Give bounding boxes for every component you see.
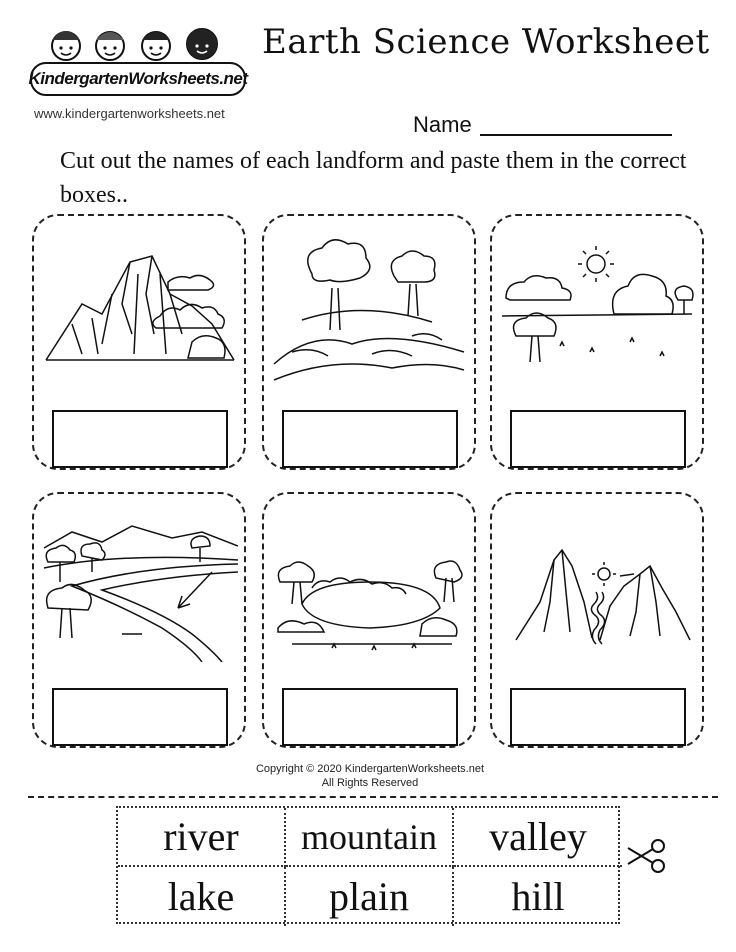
- site-logo: [30, 18, 250, 98]
- plain-scene: [500, 234, 696, 384]
- answer-box[interactable]: [282, 688, 458, 746]
- word-cutout-mountain[interactable]: mountain: [286, 808, 454, 867]
- copyright: [220, 762, 520, 790]
- name-label: Name: [413, 112, 472, 137]
- answer-box[interactable]: [52, 410, 228, 468]
- word-cutout-lake[interactable]: lake: [118, 867, 286, 926]
- word-cutout-river[interactable]: river: [118, 808, 286, 867]
- children-faces-icon: [44, 18, 234, 68]
- page-title: Earth Science Worksheet: [262, 22, 710, 62]
- river-scene: [42, 512, 238, 662]
- word-cutout-valley[interactable]: valley: [454, 808, 622, 867]
- copyright-text: Copyright © 2020 KindergartenWorksheets.net: [255, 763, 485, 775]
- answer-box[interactable]: [510, 688, 686, 746]
- hill-scene: [272, 234, 468, 384]
- answer-box[interactable]: [282, 410, 458, 468]
- card-lake: [262, 492, 476, 748]
- name-field[interactable]: [480, 134, 672, 136]
- cut-line: [28, 796, 718, 798]
- valley-scene: [500, 512, 696, 662]
- site-url: www.kindergartenworksheets.net: [34, 106, 225, 121]
- mountain-scene: [42, 234, 238, 384]
- card-mountain: [32, 214, 246, 470]
- card-hill: [262, 214, 476, 470]
- word-cutout-plain[interactable]: plain: [286, 867, 454, 926]
- card-river: [32, 492, 246, 748]
- logo-badge: KindergartenWorksheets.net: [30, 62, 246, 96]
- lake-scene: [272, 512, 468, 662]
- card-valley: [490, 492, 704, 748]
- word-cutout-table: [116, 806, 620, 924]
- answer-box[interactable]: [52, 688, 228, 746]
- word-cutout-hill[interactable]: hill: [511, 874, 565, 919]
- rights-text: All Rights Reserved: [321, 777, 419, 789]
- answer-box[interactable]: [510, 410, 686, 468]
- card-plain: [490, 214, 704, 470]
- instructions: Cut out the names of each landform and paste them in the correct boxes..: [60, 148, 687, 208]
- scissors-icon: [624, 834, 668, 878]
